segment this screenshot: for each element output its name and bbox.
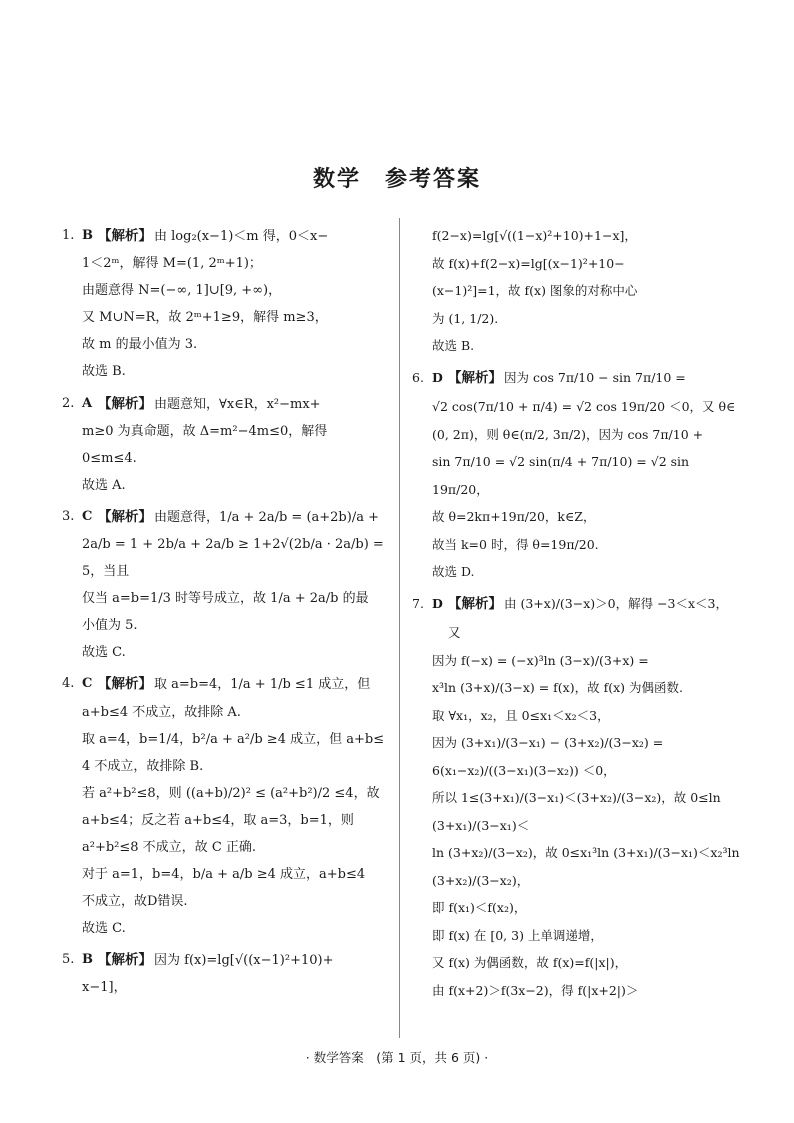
solution-line: 又 f(x) 为偶函数，故 f(x)=f(|x|)， [432,955,628,971]
question-item [62,390,387,499]
question-head [412,364,740,394]
solution-line: 对于 a=1，b=4，b/a + a/b ≥4 成立，a+b≤4 [82,866,366,882]
analysis-tag: 【解析】 [448,595,502,612]
solution-line: 即 f(x₁)＜f(x₂)， [432,900,527,916]
solution-line: 故选 B. [82,364,126,380]
question-number: 1. [62,228,75,243]
solution-line: 故选 D. [432,564,475,580]
solution-line: ln (3+x₂)/(3−x₂)，故 0≤x₁³ln (3+x₁)/(3−x₁)＜x₂³ln (3+x₂)/(3−x₂)， [432,845,740,888]
question-first-line [448,590,740,647]
solution-line: 小值为 5. [82,618,138,634]
left-column [62,222,387,1005]
question-head [62,503,387,531]
question-text: 由题意知，∀x∈R，x²−mx+ [154,396,321,412]
question-item [412,364,740,586]
solution-line: 故当 k=0 时，得 θ=19π/20. [432,536,599,552]
question-text: 因为 f(x)=lg[√((x−1)²+10)+ [154,953,334,969]
answer-letter: C [82,676,93,692]
solution-line: 为 (1, 1/2). [432,310,499,326]
analysis-tag: 【解析】 [98,676,152,693]
right-column [412,222,740,1008]
solution-line: √2 cos(7π/10 + π/4) = √2 cos 19π/20 ＜0，又 θ∈ [432,399,736,415]
question-first-line [98,946,387,974]
question-text: 因为 cos 7π/10 − sin 7π/10 = [504,369,686,385]
answer-letter: B [82,952,93,968]
page-footer: · 数学答案 (第 1 页，共 6 页) · [305,1050,489,1065]
solution-line: a+b≤4；反之若 a+b≤4，取 a=3，b=1，则 [82,812,354,828]
question-number: 3. [62,508,75,524]
solution-line: 4 不成立，故排除 B. [82,758,204,774]
solution-line: 2a/b = 1 + 2b/a + 2a/b ≥ 1+2√(2b/a · 2a/b) = 5，当且 [82,537,384,580]
solution-line: 所以 1≤(3+x₁)/(3−x₁)＜(3+x₂)/(3−x₂)，故 0≤ln (3+x₁)/(3−x₁)＜ [432,790,721,833]
question-item [62,670,387,942]
question-head [62,222,387,250]
solution-line: sin 7π/10 = √2 sin(π/4 + 7π/10) = √2 sin 19π/20， [432,454,690,497]
question-number: 4. [62,676,75,692]
solution-line: 故选 C. [82,921,126,937]
solution-line: 故 θ=2kπ+19π/20，k∈Z， [432,509,596,525]
question-text: 由题意得，1/a + 2a/b = (a+2b)/a + [154,509,379,525]
solution-line: 由 f(x+2)＞f(3x−2)，得 f(|x+2|)＞ [432,982,639,998]
question-text: 由 (3+x)/(3−x)＞0，解得 −3＜x＜3，又 [448,595,728,641]
solution-line: 故选 A. [82,477,126,493]
question-item [412,222,740,360]
question-item [62,503,387,667]
analysis-tag: 【解析】 [448,369,502,386]
question-first-line [98,503,387,531]
question-head [62,670,387,698]
solution-line: 即 f(x) 在 [0, 3) 上单调递增， [432,927,603,943]
question-number: 5. [62,952,75,968]
question-first-line [98,670,387,698]
solution-line: 0≤m≤4. [82,450,137,466]
solution-line: m≥0 为真命题，故 Δ=m²−4m≤0，解得 [82,423,328,439]
solution-line: 取 a=4，b=1/4，b²/a + a²/b ≥4 成立，但 a+b≤ [82,731,385,747]
solution-line: 1＜2ᵐ，解得 M=(1, 2ᵐ+1)； [82,256,262,272]
solution-line: 又 M∪N=R，故 2ᵐ+1≥9，解得 m≥3， [82,310,328,326]
question-head [412,590,740,647]
answer-letter: A [82,395,93,411]
question-first-line [448,364,740,394]
solution-line: 取 ∀x₁，x₂，且 0≤x₁＜x₂＜3， [432,707,610,723]
page-title: 数学 参考答案 [312,167,481,192]
solution-line: f(2−x)=lg[√((1−x)²+10)+1−x]， [432,228,637,243]
question-number: 6. [412,369,424,385]
analysis-tag: 【解析】 [98,508,152,525]
analysis-tag: 【解析】 [98,228,152,244]
solution-line: a²+b²≤8 不成立，故 C 正确. [82,839,257,855]
solution-line: x−1]， [82,980,127,996]
question-item [62,946,387,1001]
answer-letter: B [82,228,93,243]
question-first-line [98,222,387,250]
solution-line: 仅当 a=b=1/3 时等号成立，故 1/a + 2a/b 的最 [82,591,369,607]
answer-letter: C [82,508,93,524]
answer-letter: D [432,369,443,385]
solution-line: 因为 f(−x) = (−x)³ln (3−x)/(3+x) = [432,652,649,668]
question-head [62,390,387,418]
solution-line: 故 m 的最小值为 3. [82,337,198,353]
question-item [412,590,740,1005]
solution-line: 故选 B. [432,338,475,353]
solution-line: 由题意得 N=(−∞, 1]∪[9, +∞)， [82,283,282,299]
question-first-line [98,390,387,418]
question-head [62,946,387,974]
question-text: 由 log₂(x−1)＜m 得，0＜x− [154,229,329,244]
analysis-tag: 【解析】 [98,952,152,969]
question-item [62,222,387,386]
solution-line: 因为 (3+x₁)/(3−x₁) − (3+x₂)/(3−x₂) = 6(x₁−x₂)/((3−x₁)(3−x₂)) ＜0， [432,735,664,778]
solution-line: 若 a²+b²≤8，则 ((a+b)/2)² ≤ (a²+b²)/2 ≤4，故 [82,785,380,801]
question-number: 2. [62,395,75,411]
solution-line: 不成立，故D错误. [82,894,188,910]
solution-line: 故 f(x)+f(2−x)=lg[(x−1)²+10− [432,255,625,271]
question-number: 7. [412,595,424,611]
analysis-tag: 【解析】 [98,395,152,412]
solution-line: a+b≤4 不成立，故排除 A. [82,704,241,720]
solution-line: 故选 C. [82,645,126,661]
answer-letter: D [432,595,443,611]
column-divider [399,218,400,1038]
solution-line: x³ln (3+x)/(3−x) = f(x)，故 f(x) 为偶函数. [432,680,683,696]
solution-line: (x−1)²]=1，故 f(x) 图象的对称中心 [432,283,638,298]
solution-line: (0, 2π)，则 θ∈(π/2, 3π/2)，因为 cos 7π/10 + [432,426,704,442]
question-text: 取 a=b=4，1/a + 1/b ≤1 成立，但 [154,677,371,693]
